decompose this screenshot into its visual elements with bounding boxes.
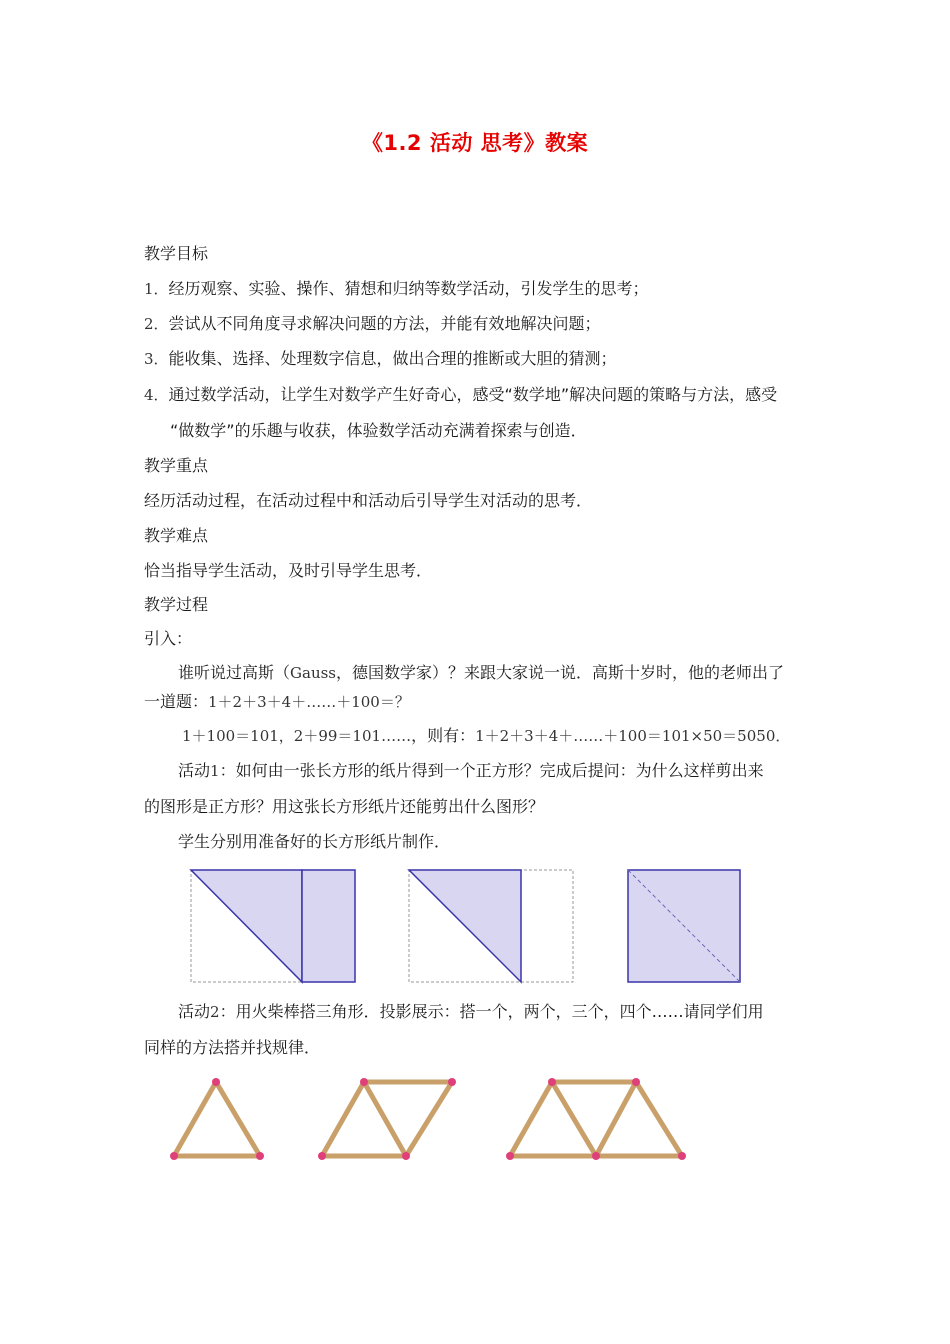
pair-sum-expression: 1＋100＝101，2＋99＝101…… [182, 727, 412, 745]
gauss-result-expression: 1＋2＋3＋4＋……＋100＝101×50＝5050． [475, 727, 791, 745]
goal-item-4-continued: “做数学”的乐趣与收获，体验数学活动充满着探索与创造． [170, 421, 587, 440]
goal-item-3 [144, 349, 617, 369]
key-text: 经历活动过程，在活动过程中和活动后引导学生对活动的思考． [144, 491, 593, 510]
matchstick-triangle-2 [322, 1082, 452, 1156]
paper-figure-1 [191, 870, 355, 982]
intro-label: 引入： [144, 629, 193, 648]
document-title: 《1.2 活动 思考》教案 [361, 131, 589, 155]
paper-figure-2 [409, 870, 573, 982]
process-heading: 教学过程 [144, 595, 209, 614]
activity-label: 活动 [178, 761, 211, 780]
activity1-line-2: 的图形是正方形？用这张长方形纸片还能剪出什么图形？ [144, 797, 545, 816]
matchstick-figures [160, 1072, 700, 1172]
activity-number: 2 [210, 1003, 220, 1021]
goals-heading: 教学目标 [144, 244, 209, 263]
activity1-line-3: 学生分别用准备好的长方形纸片制作． [178, 832, 451, 851]
difficulty-heading: 教学难点 [144, 526, 209, 545]
goal-text: 通过数学活动，让学生对数学产生好奇心，感受“数学地”解决问题的策略与方法，感受 [168, 385, 778, 404]
goal-text: 尝试从不同角度寻求解决问题的方法，并能有效地解决问题； [168, 314, 601, 333]
intro-paragraph-line-3 [182, 726, 790, 746]
activity-text: ：如何由一张长方形的纸片得到一个正方形？完成后提问：为什么这样剪出来 [219, 761, 764, 780]
sum-expression: 1＋2＋3＋4＋……＋100＝？ [208, 693, 410, 711]
goal-item-2 [144, 314, 601, 334]
activity-text: ：用火柴棒搭三角形．投影展示：搭一个，两个，三个，四个……请同学们用 [219, 1002, 764, 1021]
matchstick-triangle-1 [174, 1082, 260, 1156]
goal-text: 能收集、选择、处理数字信息，做出合理的推断或大胆的猜测； [168, 349, 617, 368]
intro-text: ，德国数学家）？来跟大家说一说．高斯十岁时，他的老师出了 [336, 663, 785, 682]
activity-number: 1 [210, 762, 220, 780]
intro-paragraph-line-2 [144, 692, 410, 712]
goal-text: 经历观察、实验、操作、猜想和归纳等数学活动，引发学生的思考； [168, 279, 649, 298]
activity-label: 活动 [178, 1002, 211, 1021]
paper-figure-3-square [628, 870, 740, 982]
intro-text: 谁听说过高斯（ [178, 663, 291, 682]
goal-number: 2． [144, 315, 169, 333]
activity2-line-1 [178, 1002, 764, 1022]
gauss-name: Gauss [290, 664, 336, 682]
goal-item-1 [144, 279, 649, 299]
key-heading: 教学重点 [144, 456, 209, 475]
intro-text: ，则有： [411, 726, 476, 745]
goal-item-4 [144, 385, 777, 405]
intro-text: 一道题： [144, 692, 209, 711]
goal-number: 4． [144, 386, 169, 404]
goal-number: 1． [144, 280, 169, 298]
paper-folding-figures [188, 866, 748, 988]
difficulty-text: 恰当指导学生活动，及时引导学生思考． [144, 561, 433, 580]
intro-paragraph-line-1 [178, 663, 784, 683]
goal-number: 3． [144, 350, 169, 368]
activity1-line-1 [178, 761, 764, 781]
activity2-line-2: 同样的方法搭并找规律． [144, 1038, 321, 1057]
matchstick-triangle-3 [510, 1082, 682, 1156]
